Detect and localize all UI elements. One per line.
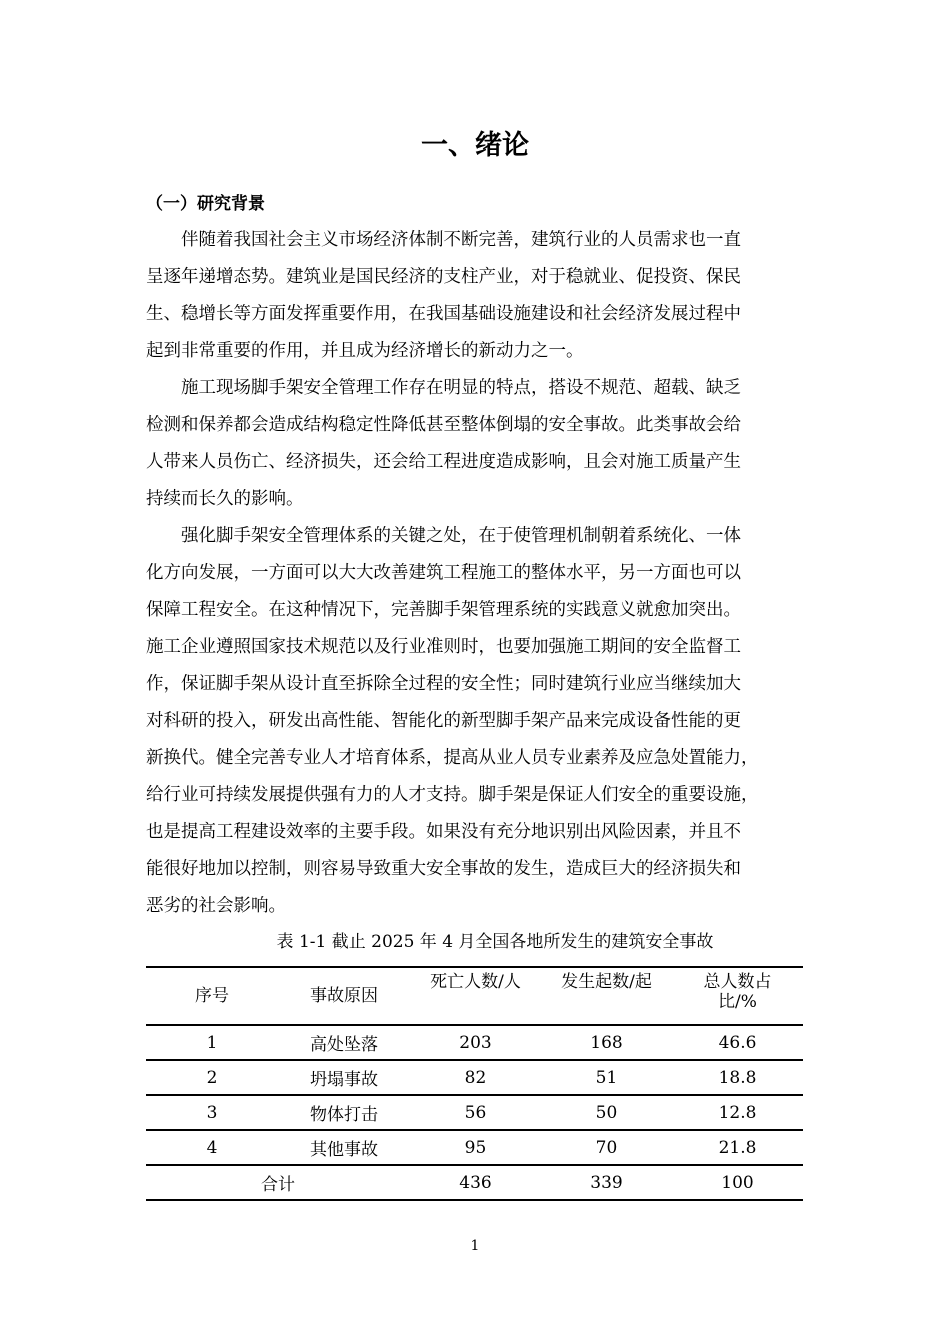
cell-deaths: 56 <box>464 1102 487 1123</box>
cell-deaths: 95 <box>464 1137 487 1158</box>
header-percent <box>672 967 803 1025</box>
table-caption: 表 1-1 截止 2025 年 4 月全国各地所发生的建筑安全事故 <box>276 932 714 952</box>
body-paragraph <box>146 370 806 518</box>
paragraph-line: 也是提高工程建设效率的主要手段。如果没有充分地识别出风险因素，并且不 <box>146 822 741 842</box>
paragraph-line: 生、稳增长等方面发挥重要作用，在我国基础设施建设和社会经济发展过程中 <box>146 304 741 324</box>
page-number: 1 <box>470 1238 480 1254</box>
total-percent: 100 <box>721 1172 754 1193</box>
cell-deaths: 203 <box>459 1032 492 1053</box>
paragraph-line: 作，保证脚手架从设计直至拆除全过程的安全性；同时建筑行业应当继续加大 <box>146 674 741 694</box>
total-count: 339 <box>590 1172 623 1193</box>
header-percent-line2: 比/% <box>718 992 757 1012</box>
cell-cause: 其他事故 <box>310 1140 378 1160</box>
table-row <box>146 1025 803 1060</box>
cell-index: 2 <box>206 1067 218 1088</box>
paragraph-line: 施工企业遵照国家技术规范以及行业准则时，也要加强施工期间的安全监督工 <box>146 637 741 657</box>
paragraph-line: 呈逐年递增态势。建筑业是国民经济的支柱产业，对于稳就业、促投资、保民 <box>146 267 741 287</box>
cell-cause: 高处坠落 <box>310 1035 378 1055</box>
cell-index: 1 <box>206 1032 218 1053</box>
header-index: 序号 <box>195 986 229 1006</box>
paragraph-line: 恶劣的社会影响。 <box>146 896 286 916</box>
cell-count: 50 <box>595 1102 618 1123</box>
chapter-title: 一、绪论 <box>421 130 529 161</box>
table-header-row <box>146 967 803 1025</box>
header-percent-line1: 总人数占 <box>703 972 772 992</box>
paragraph-line: 化方向发展，一方面可以大大改善建筑工程施工的整体水平，另一方面也可以 <box>146 563 741 583</box>
paragraph-line: 保障工程安全。在这种情况下，完善脚手架管理系统的实践意义就愈加突出。 <box>146 600 741 620</box>
table-total-row <box>146 1165 803 1200</box>
paragraph-line: 检测和保养都会造成结构稳定性降低甚至整体倒塌的安全事故。此类事故会给 <box>146 415 741 435</box>
paragraph-line: 强化脚手架安全管理体系的关键之处，在于使管理机制朝着系统化、一体 <box>181 526 741 546</box>
paragraph-line: 伴随着我国社会主义市场经济体制不断完善，建筑行业的人员需求也一直 <box>181 230 741 250</box>
cell-percent: 46.6 <box>718 1032 757 1053</box>
cell-index: 3 <box>206 1102 218 1123</box>
cell-cause: 坍塌事故 <box>310 1070 378 1090</box>
cell-deaths: 82 <box>464 1067 487 1088</box>
body-paragraph <box>146 222 806 370</box>
cell-cause: 物体打击 <box>310 1105 378 1125</box>
cell-percent: 21.8 <box>718 1137 757 1158</box>
total-label: 合计 <box>261 1175 295 1195</box>
cell-percent: 12.8 <box>718 1102 757 1123</box>
paragraph-line: 新换代。健全完善专业人才培育体系，提高从业人员专业素养及应急处置能力， <box>146 748 759 768</box>
paragraph-line: 能很好地加以控制，则容易导致重大安全事故的发生，造成巨大的经济损失和 <box>146 859 741 879</box>
paragraph-line: 给行业可持续发展提供强有力的人才支持。脚手架是保证人们安全的重要设施， <box>146 785 759 805</box>
total-deaths: 436 <box>459 1172 492 1193</box>
accident-table <box>146 966 803 1201</box>
body-paragraph <box>146 518 806 925</box>
table-row <box>146 1095 803 1130</box>
cell-count: 51 <box>595 1067 618 1088</box>
paragraph-line: 对科研的投入，研发出高性能、智能化的新型脚手架产品来完成设备性能的更 <box>146 711 741 731</box>
header-deaths: 死亡人数/人 <box>430 972 521 992</box>
table-row <box>146 1060 803 1095</box>
paragraph-line: 施工现场脚手架安全管理工作存在明显的特点，搭设不规范、超载、缺乏 <box>181 378 741 398</box>
cell-percent: 18.8 <box>718 1067 757 1088</box>
header-cause: 事故原因 <box>310 986 378 1006</box>
header-count: 发生起数/起 <box>561 972 652 992</box>
body-paragraphs <box>146 222 806 925</box>
cell-index: 4 <box>206 1137 218 1158</box>
table-row <box>146 1130 803 1165</box>
paragraph-line: 人带来人员伤亡、经济损失，还会给工程进度造成影响，且会对施工质量产生 <box>146 452 741 472</box>
section-heading: （一）研究背景 <box>146 194 265 214</box>
paragraph-line: 持续而长久的影响。 <box>146 489 304 509</box>
cell-count: 168 <box>590 1032 623 1053</box>
paragraph-line: 起到非常重要的作用，并且成为经济增长的新动力之一。 <box>146 341 584 361</box>
cell-count: 70 <box>595 1137 618 1158</box>
